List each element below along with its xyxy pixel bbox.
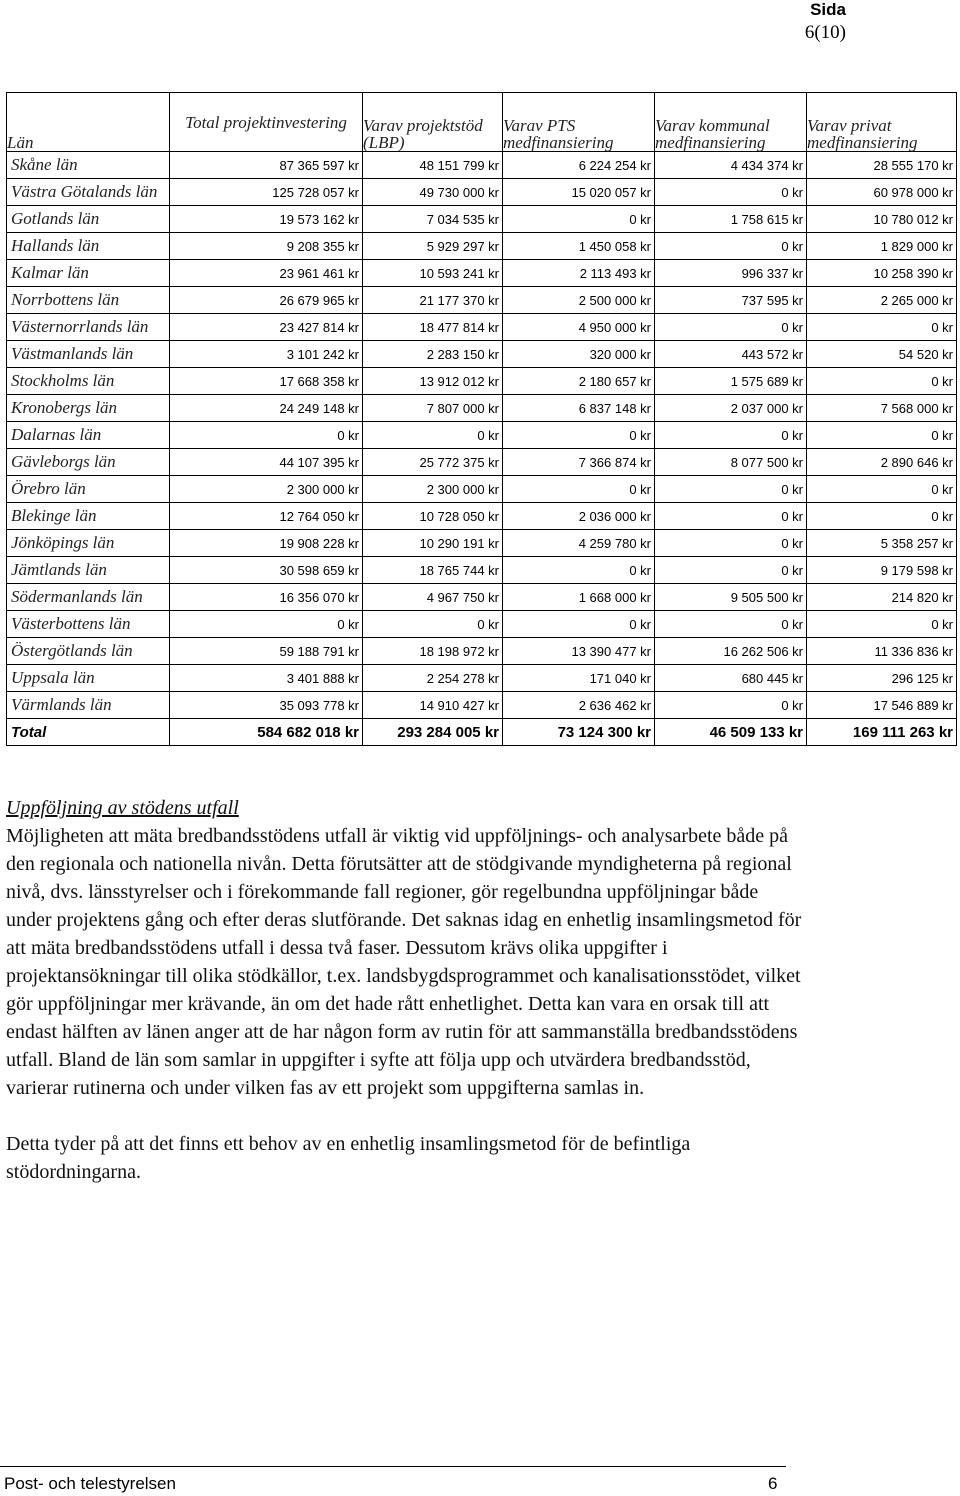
county-name-cell: Västerbottens län [7,611,170,638]
county-name-cell: Kronobergs län [7,395,170,422]
project-support-cell: 18 477 814 kr [363,314,503,341]
pts-cofunding-cell: 13 390 477 kr [503,638,655,665]
table-row [7,341,957,368]
total-municipal-sum: 46 509 133 kr [655,719,807,746]
private-cofunding-cell: 2 890 646 kr [807,449,957,476]
county-name-cell: Västernorrlands län [7,314,170,341]
project-support-cell: 21 177 370 kr [363,287,503,314]
municipal-cofunding-cell: 9 505 500 kr [655,584,807,611]
pts-cofunding-cell: 6 224 254 kr [503,152,655,179]
total-investment-cell: 9 208 355 kr [170,233,363,260]
project-support-cell: 10 593 241 kr [363,260,503,287]
project-support-cell: 49 730 000 kr [363,179,503,206]
private-cofunding-cell: 296 125 kr [807,665,957,692]
table-row [7,179,957,206]
municipal-cofunding-cell: 16 262 506 kr [655,638,807,665]
table-row [7,584,957,611]
total-investment-cell: 59 188 791 kr [170,638,363,665]
project-support-cell: 4 967 750 kr [363,584,503,611]
municipal-cofunding-cell: 0 kr [655,314,807,341]
municipal-cofunding-cell: 0 kr [655,557,807,584]
table-row [7,314,957,341]
table-row [7,206,957,233]
pts-cofunding-cell: 2 113 493 kr [503,260,655,287]
total-investment-cell: 19 908 228 kr [170,530,363,557]
private-cofunding-cell: 10 780 012 kr [807,206,957,233]
county-name-cell: Gotlands län [7,206,170,233]
private-cofunding-cell: 0 kr [807,476,957,503]
county-name-cell: Jönköpings län [7,530,170,557]
pts-cofunding-cell: 1 668 000 kr [503,584,655,611]
page-label: Sida [810,0,846,19]
private-cofunding-cell: 28 555 170 kr [807,152,957,179]
pts-cofunding-cell: 0 kr [503,206,655,233]
table-row [7,692,957,719]
total-investment-cell: 16 356 070 kr [170,584,363,611]
page-number: 6(10) [804,22,846,43]
county-name-cell: Uppsala län [7,665,170,692]
private-cofunding-cell: 9 179 598 kr [807,557,957,584]
total-investment-cell: 17 668 358 kr [170,368,363,395]
table-row [7,665,957,692]
pts-cofunding-cell: 1 450 058 kr [503,233,655,260]
private-cofunding-cell: 11 336 836 kr [807,638,957,665]
county-name-cell: Blekinge län [7,503,170,530]
private-cofunding-cell: 54 520 kr [807,341,957,368]
col-header-total-investment: Total projektinvestering [170,93,363,152]
private-cofunding-cell: 10 258 390 kr [807,260,957,287]
county-name-cell: Östergötlands län [7,638,170,665]
total-investment-cell: 87 365 597 kr [170,152,363,179]
project-support-cell: 0 kr [363,422,503,449]
private-cofunding-cell: 7 568 000 kr [807,395,957,422]
total-investment-cell: 12 764 050 kr [170,503,363,530]
col-header-private-cofunding: Varav privat medfinansiering [807,93,957,152]
col-header-pts-cofunding: Varav PTS medfinansiering [503,93,655,152]
county-name-cell: Gävleborgs län [7,449,170,476]
col-header-municipal-cofunding: Varav kommunal medfinansiering [655,93,807,152]
municipal-cofunding-cell: 0 kr [655,179,807,206]
project-support-cell: 13 912 012 kr [363,368,503,395]
pts-cofunding-cell: 4 950 000 kr [503,314,655,341]
pts-cofunding-cell: 2 036 000 kr [503,503,655,530]
municipal-cofunding-cell: 8 077 500 kr [655,449,807,476]
table-row [7,530,957,557]
col-header-project-support: Varav projektstöd (LBP) [363,93,503,152]
pts-cofunding-cell: 171 040 kr [503,665,655,692]
table-row [7,557,957,584]
table-row [7,422,957,449]
total-investment-cell: 23 961 461 kr [170,260,363,287]
pts-cofunding-cell: 15 020 057 kr [503,179,655,206]
project-support-cell: 2 254 278 kr [363,665,503,692]
private-cofunding-cell: 1 829 000 kr [807,233,957,260]
section-paragraph-1: Möjligheten att mäta bredbandsstödens utfall är viktig vid uppföljnings- och analysarbete både på den regionala och nationella nivån. Detta förutsätter att de stödgivande myndigheterna på regional nivå, dvs. länsstyrelser och i förekommande fall regioner, gör regelbundna uppföljningar både under projektens gång och efter deras slutförande. Det saknas idag en enhetlig insamlingsmetod för att mäta bredbandsstödens utfall i dessa två faser. Dessutom krävs olika uppgifter i projektansökningar till olika stödkällor, t.ex. landsbygdsprogrammet och kanalisationsstödet, vilket gör uppföljningar mer krävande, än om det hade rått enhetlighet. Detta kan vara en orsak till att endast hälften av länen anger att de har någon form av rutin för att sammanställa bredbandsstödens utfall. Bland de län som samlar in uppgifter i syfte att följa upp och utvärdera bredbandsstöd, varierar rutinerna och under vilken fas av ett projekt som uppgifterna samlas in. [6,825,802,1099]
section-paragraph-2: Detta tyder på att det finns ett behov av en enhetlig insamlingsmetod för de befintliga stödordningarna. [6,1133,691,1183]
table-row [7,368,957,395]
private-cofunding-cell: 0 kr [807,503,957,530]
county-name-cell: Jämtlands län [7,557,170,584]
total-investment-cell: 125 728 057 kr [170,179,363,206]
private-cofunding-cell: 0 kr [807,314,957,341]
project-support-cell: 7 807 000 kr [363,395,503,422]
pts-cofunding-cell: 0 kr [503,422,655,449]
municipal-cofunding-cell: 0 kr [655,530,807,557]
pts-cofunding-cell: 320 000 kr [503,341,655,368]
county-name-cell: Skåne län [7,152,170,179]
private-cofunding-cell: 0 kr [807,611,957,638]
project-support-cell: 10 728 050 kr [363,503,503,530]
municipal-cofunding-cell: 443 572 kr [655,341,807,368]
footer-page-number: 6 [768,1474,778,1493]
total-investment-cell: 2 300 000 kr [170,476,363,503]
table-row [7,638,957,665]
total-investment-cell: 24 249 148 kr [170,395,363,422]
county-name-cell: Kalmar län [7,260,170,287]
county-name-cell: Södermanlands län [7,584,170,611]
total-label: Total [7,719,170,746]
project-support-cell: 2 300 000 kr [363,476,503,503]
section-heading: Uppföljning av stödens utfall [6,797,239,819]
county-name-cell: Västmanlands län [7,341,170,368]
municipal-cofunding-cell: 996 337 kr [655,260,807,287]
footer-publisher: Post- och telestyrelsen [4,1474,176,1493]
pts-cofunding-cell: 2 180 657 kr [503,368,655,395]
municipal-cofunding-cell: 1 575 689 kr [655,368,807,395]
total-investment-cell: 35 093 778 kr [170,692,363,719]
county-name-cell: Hallands län [7,233,170,260]
private-cofunding-cell: 214 820 kr [807,584,957,611]
total-investment-cell: 0 kr [170,422,363,449]
col-header-county: Län [7,93,170,152]
total-investment-cell: 30 598 659 kr [170,557,363,584]
table-body [7,152,957,746]
table-total-row [7,719,957,746]
private-cofunding-cell: 17 546 889 kr [807,692,957,719]
total-investment-cell: 3 101 242 kr [170,341,363,368]
table-row [7,287,957,314]
table-row [7,152,957,179]
pts-cofunding-cell: 0 kr [503,557,655,584]
county-name-cell: Dalarnas län [7,422,170,449]
county-name-cell: Örebro län [7,476,170,503]
table-row [7,260,957,287]
table-header-row [7,93,957,152]
total-private-sum: 169 111 263 kr [807,719,957,746]
municipal-cofunding-cell: 0 kr [655,233,807,260]
total-investment-cell: 0 kr [170,611,363,638]
total-investment-cell: 3 401 888 kr [170,665,363,692]
municipal-cofunding-cell: 1 758 615 kr [655,206,807,233]
table-row [7,449,957,476]
municipal-cofunding-cell: 2 037 000 kr [655,395,807,422]
project-support-cell: 18 198 972 kr [363,638,503,665]
municipal-cofunding-cell: 0 kr [655,692,807,719]
pts-cofunding-cell: 6 837 148 kr [503,395,655,422]
municipal-cofunding-cell: 0 kr [655,422,807,449]
county-name-cell: Västra Götalands län [7,179,170,206]
total-investment-cell: 44 107 395 kr [170,449,363,476]
private-cofunding-cell: 0 kr [807,368,957,395]
county-name-cell: Värmlands län [7,692,170,719]
pts-cofunding-cell: 4 259 780 kr [503,530,655,557]
municipal-cofunding-cell: 4 434 374 kr [655,152,807,179]
investment-table [6,92,957,746]
municipal-cofunding-cell: 0 kr [655,611,807,638]
project-support-cell: 14 910 427 kr [363,692,503,719]
project-support-cell: 5 929 297 kr [363,233,503,260]
total-pts-sum: 73 124 300 kr [503,719,655,746]
pts-cofunding-cell: 0 kr [503,611,655,638]
project-support-cell: 25 772 375 kr [363,449,503,476]
total-investment-cell: 23 427 814 kr [170,314,363,341]
municipal-cofunding-cell: 737 595 kr [655,287,807,314]
total-investment-cell: 26 679 965 kr [170,287,363,314]
table-row [7,233,957,260]
table-row [7,476,957,503]
county-name-cell: Norrbottens län [7,287,170,314]
private-cofunding-cell: 60 978 000 kr [807,179,957,206]
municipal-cofunding-cell: 0 kr [655,476,807,503]
total-investment-cell: 19 573 162 kr [170,206,363,233]
pts-cofunding-cell: 2 636 462 kr [503,692,655,719]
private-cofunding-cell: 2 265 000 kr [807,287,957,314]
pts-cofunding-cell: 7 366 874 kr [503,449,655,476]
footer-divider [0,1466,786,1467]
project-support-cell: 0 kr [363,611,503,638]
project-support-cell: 48 151 799 kr [363,152,503,179]
project-support-cell: 7 034 535 kr [363,206,503,233]
pts-cofunding-cell: 0 kr [503,476,655,503]
total-investment-sum: 584 682 018 kr [170,719,363,746]
project-support-cell: 2 283 150 kr [363,341,503,368]
private-cofunding-cell: 0 kr [807,422,957,449]
municipal-cofunding-cell: 680 445 kr [655,665,807,692]
follow-up-section [6,794,806,1214]
table-row [7,503,957,530]
pts-cofunding-cell: 2 500 000 kr [503,287,655,314]
county-name-cell: Stockholms län [7,368,170,395]
table-row [7,611,957,638]
table-row [7,395,957,422]
private-cofunding-cell: 5 358 257 kr [807,530,957,557]
total-project-support-sum: 293 284 005 kr [363,719,503,746]
project-support-cell: 18 765 744 kr [363,557,503,584]
project-support-cell: 10 290 191 kr [363,530,503,557]
municipal-cofunding-cell: 0 kr [655,503,807,530]
